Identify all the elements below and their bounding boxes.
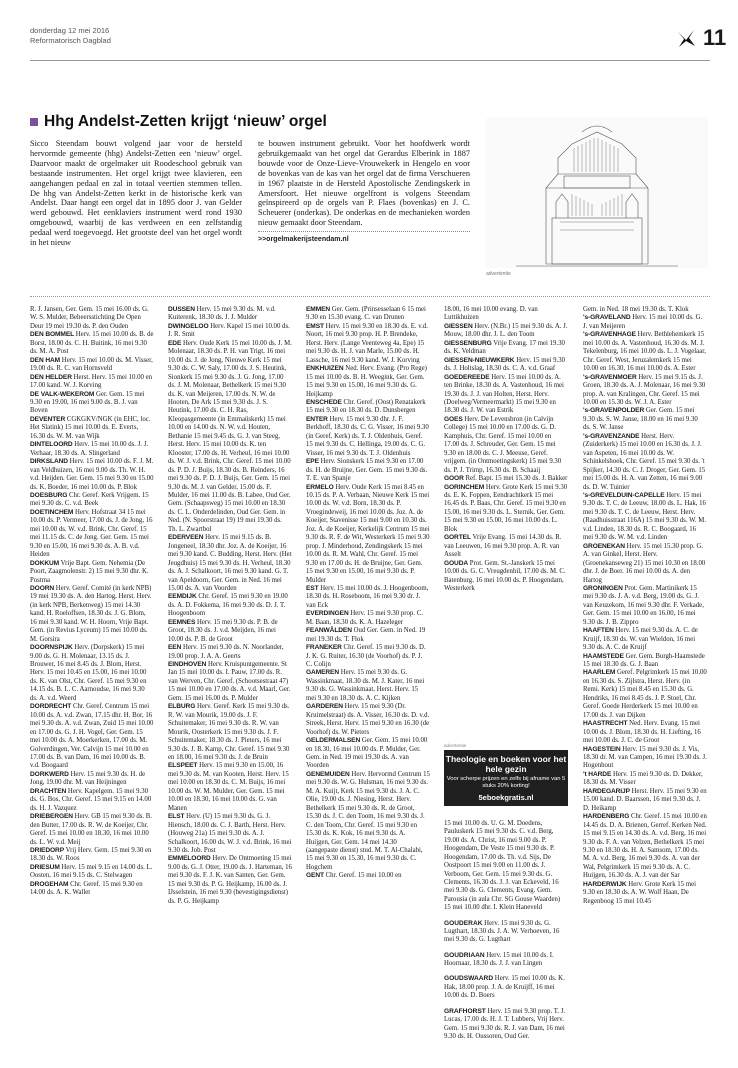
newspaper-name: Reformatorisch Dagblad <box>30 36 111 45</box>
service-details: Chr. Geref. 15 mei 10.00 en 14.45 ds. D. A. Brienen, Gerref. Kerken Ned. 15 mei 9.15 en 14.30 ds. A. v.d. Berg, 16 mei 9.30 ds. F. A. van Velzen, Bethelkerk 15 mei 9.30 en 18.30 ds. H. A. Samsom, 17.00 ds. M. A. v.d. Berg, 16 mei 9.30 ds. A. van der Wal, Pelgrimkerk 15 mei 9.30 ds. A. C. Huijgen, 16.30 ds. A. J. van der Sar <box>583 813 707 880</box>
service-details: Herv. (N.Br.) 15 mei 9.30 ds. A. J. Mouw, 18.00 dhr. J. L. den Toom <box>444 322 568 339</box>
town-name: HAASTRECHT <box>583 720 628 728</box>
church-listing-entry <box>306 365 430 399</box>
town-name: DOETINCHEM <box>30 508 74 516</box>
article-body-text: te bouwen instrument gebruikt. Voor het hoofdwerk wordt gebruikgemaakt van het orgel dat Gerardus Elberink in 1887 bouwde voor de Onze-Lieve-Vrouwekerk in Hengelo en voor de bovenkas van de kas van het orgel dat de firma Verschueren in 1967 plaatste in de Hersteld Apostolische Zendingskerk in Amersfoort. Het nieuwe orgelfront is volgens Steendam geïnspireerd op de orgels van P. Flaes (bovenkas) en J. C. Scheuerer (onderkas). De onderkas en de mechanieken worden nieuw gemaakt door Steendam. <box>258 139 470 228</box>
service-details: Herv. Grote Kerk 15 mei 9.30 en 18.30 ds. A. W. Wolf Haan, De Regenboog 15 mei 10.45 <box>583 880 696 905</box>
service-details: Vrije Evang. 15 mei 14.30 ds. R. van Leeuwen, 16 mei 9.30 prop. A. R. van Asselt <box>444 534 562 559</box>
church-listing-entry <box>30 813 154 847</box>
town-name: HARDERWIJK <box>583 880 627 888</box>
town-name: EMMEN <box>306 306 331 313</box>
church-listing-column-2 <box>168 306 292 906</box>
church-listing-entry <box>583 306 707 314</box>
town-name: GENT <box>306 872 324 880</box>
town-name: HAARLEM <box>583 669 616 677</box>
service-details: Herv. 15 mei 9.30 ds. N. Noorlander, 19.00 prop. J. A. A. Geerts <box>168 644 284 660</box>
town-name: ELBURG <box>168 703 196 711</box>
town-name: DRIESUM <box>30 863 60 871</box>
service-details: Chr. Geref. Kerk Vrijgem. 15 mei 9.30 ds. C. v.d. Beek <box>30 491 149 508</box>
town-name: GOEDEREEDE <box>444 373 490 381</box>
service-details: Herv. Bethlehemkerk 15 mei 10.00 ds. A. Vastenhoud, 16.30 ds. M. J. Tekelenburg, 16 mei 10.00 ds. L. J. Vogelaar, Chr. Geref. West, Jeruzalemkerk 15 mei 10.00 en 16.30, 16 mei 10.00 ds. A. Ester <box>583 331 706 373</box>
church-listing-entry <box>583 881 707 906</box>
church-listing-entry <box>306 484 430 585</box>
church-listing-entry <box>168 703 292 762</box>
town-name: EPE <box>306 458 319 466</box>
service-details: Chr. Geref. 15 mei 9.30 en 19.00 ds. A. D. Fokkema, 16 mei 9.30 ds. D. J. T. Hoogenboom <box>168 593 288 618</box>
service-details: Herv. Kapelgem. 15 mei 9.30 ds. G. Bos, Chr. Geref. 15 mei 9.15 en 14.00 ds. H. J. Vazquez <box>30 787 152 812</box>
service-details: Herv. 15 mei 10.00 ds. M. Visser, 19.00 ds. R. C. van Hornsveld <box>30 356 153 373</box>
service-details: Herv. Hofstraat 34 15 mei 10.00 ds. P. Vermeer, 17.00 ds. J. de Jong, 16 mei 10.00 ds. W. v.d. Brink, Chr. Geref. 15 mei 11.15 ds. C. de Jong. Ger. Gem. 15 mei 9.30 en 15.00, 16 mei 9.30 ds. A. B. v.d. Heiden <box>30 508 153 559</box>
church-listing-entry <box>583 771 707 788</box>
town-name: 's-GREVELDUIN-CAPELLE <box>583 491 665 499</box>
service-details: Ned. Herv. Evang. (Pro Rege) 15 mei 10.00 ds. B. H. Weegink, Ger. Gem. 15 mei 9.30 en 15.00, 16 mei 9.30 ds. G. Heijkamp <box>306 365 427 398</box>
service-details: Chr. Geref. 15 mei 9.30 en 14.00 ds. A. K. Wallet <box>30 880 143 897</box>
church-listing-entry <box>30 585 154 644</box>
service-details: Herv. Oude Kerk 15 mei 8.45 en 10.15 ds. P. A. Verbaan, Nieuwe Kerk 15 mei 10.00 ds. W. v.d. Born, 18.30 ds. P. Vroegindeweij, 16 mei 10.00 ds. Joz. A. de Koeijer, Stavenisse 15 mei 9.00 en 10.30 ds. Joz. A. de Koeijer, Kerkelijk Centrum 15 mei 9.30 ds. R. F. de Wit, Westerkerk 15 mei 9.30 prop. J. Minderhoud, Zendingskerk 15 mei 10.00 ds. R. M. Wahl, Chr. Geref. 15 mei 9.30 en 17.00 ds. H. de Bruijne, Ger. Gem. 15 mei 9.30 en 15.00, 16 mei 9.30 ds. P. Mulder <box>306 483 430 584</box>
town-name: DEN HAM <box>30 356 61 364</box>
church-listing-column-3 <box>306 306 430 881</box>
church-listing-entry <box>306 703 430 737</box>
service-details: Herv. 15 mei 9.30 prop. C. M. Baan, 18.30 ds. K. A. Hazeleger <box>306 610 423 626</box>
church-listing-entry <box>583 314 707 331</box>
church-listing-entry <box>444 534 568 559</box>
town-name: GAMEREN <box>306 669 340 677</box>
headline-marker-icon <box>30 118 38 126</box>
service-details: Prot. Gem. Martinikerk 15 mei 9.30 ds. J. A. v.d. Berg, 19.00 ds. G. J. van Keuzekom, 16 mei 9.30 dhr. F. Verkade, Ger. Gem. 15 mei 10.00 en 16.00, 16 mei 9.30 ds. J. B. Zippro <box>583 584 704 626</box>
church-listing-entry <box>583 433 707 492</box>
service-details: Oud Ger. Gem. in Ned. 19 mei 19.30 ds. T. Flok <box>306 627 426 643</box>
service-details: Ger. Gem. 15 mei 9.30 en 19.00, 16 mei 9.00 ds. B. J. van Boven <box>30 390 145 415</box>
town-name: DRIEDORP <box>30 847 65 854</box>
church-listing-column-1 <box>30 306 154 898</box>
town-name: DEVENTER <box>30 415 66 423</box>
church-listing-entry <box>444 975 568 1000</box>
church-listing-entry <box>583 669 707 720</box>
service-details: Geref. Pelgrimkerk 15 mei 10.00 en 16.30 ds. S. Zijlstra, Herst. Herv. (in Remi. Kerk) 15 mei 8.45 en 15.30 ds. G. Hendriks, 16 mei 8.45 ds. J. P. Stoel, Chr. Geref. Goede Herderkerk 15 mei 10.00 en 17.00 ds. J. van Dijken <box>583 669 707 719</box>
town-name: EMMELOORD <box>168 855 211 863</box>
church-listing-entry <box>583 407 707 432</box>
church-listing-entry <box>444 820 568 913</box>
service-details: Herv. GB 15 mei 9.30 ds. B. den Butter, 17.00 ds. R. W. de Koeijer, Chr. Geref. 15 mei 10.00 en 18.30, 16 mei 10.00 ds. L. W. v.d. Meij <box>30 813 153 846</box>
church-listing-entry <box>306 306 430 323</box>
town-name: GORTEL <box>444 534 471 542</box>
church-listing-entry <box>583 331 707 373</box>
service-details: Herv. 15 mei 15.30 prop. G. A. van Ginkel, Herst. Herv. (Groenekanseweg 21) 15 mei 10.30 en 18.00 dhr. J. de Boer. 16 mei 10.00 ds. A. den Hartog <box>583 542 706 584</box>
church-listing-entry <box>30 391 154 416</box>
church-listing-entry <box>168 323 292 340</box>
town-name: DWINGELOO <box>168 322 209 330</box>
town-name: 's-GRAVENHAGE <box>583 331 636 339</box>
town-name: ELST <box>168 813 185 821</box>
town-name: DORDRECHT <box>30 703 72 711</box>
church-listing-entry <box>30 847 154 864</box>
town-name: EMST <box>306 322 324 330</box>
town-name: GORINCHEM <box>444 483 485 491</box>
service-details: Herv. 15 mei 9.30 ds. H. de Jong, 19.00 dhr. M. van Heijningen <box>30 770 146 787</box>
section-divider <box>30 296 710 297</box>
church-listing-entry <box>306 737 430 771</box>
service-details: 18.00, 16 mei 10.00 evang. D. van Luttikhuizen <box>444 306 538 322</box>
church-listing-column-5 <box>583 306 707 906</box>
church-listing-entry <box>30 703 154 771</box>
service-details: Herv. (U) 15 mei 9.30 ds. G. J. Hiensch, 18.00 ds. C. J. Barth, Herst. Herv. (Houweg 21a) 15 mei 9.30 ds. A. J. Schalkoort, 16.00 ds. W. J. v.d. Brink, 16 mei 9.30 ds. Job. Post <box>168 813 292 854</box>
church-listing-entry <box>583 374 707 408</box>
service-details: Herv. 15 mei 9.30 ds. J. Holtslag, 18.30 ds. C. A. v.d. Graaf <box>444 356 566 373</box>
church-listing-entry <box>444 475 568 483</box>
town-name: EEMDIJK <box>168 593 197 601</box>
image-credit: advertentie <box>486 271 511 277</box>
service-details: Chr. Geref. 15 mei 9.30 ds. D. J. K. G. Ruiter, 16.30 (de Voorhof) ds. P. J. C. Colijn <box>306 644 426 669</box>
town-name: ELSPEET <box>168 762 198 770</box>
church-listing-entry <box>168 619 292 644</box>
service-details: Herv. De Ontmoeting 15 mei 9.00 ds. G. J. Otter, 19.00 ds. J. Harteman, 16 mei 9.30 ds. F. J. K. van Santen, Ger. Gem. 15 mei 9.30 ds. P. G. Heijkamp, 16.00 ds. J. IJsselstein, 16 mei 9.30 (bevestigingsdienst) ds. P. G. Heijkamp <box>168 855 292 905</box>
service-details: 15 mei 10.00 ds. U. G. M. Doedens, Pauluskerk 15 mei 9.30 ds. C. v.d. Berg, 19.00 ds. A. Christ, 16 mei 9.00 ds. P. Hoogendam, De Veste 15 mei 9.30 ds. P. Hoogendam, 17.00 ds. Th. v.d. Sijs, De Oostpoort 15 mei 9.00 en 11.00 ds. J. Verboom, Ger. Gem. 15 mei 9.30 ds. G. Clements, 16.30 ds. J. J. van Eckeveld, 16 mei 9.30 ds. G. Clements, Evang. Gem. Parousia (in aula Chr. SG Gouse Waarden) 15 mei 10.00 dhr. I. Klein Haneveld <box>444 819 561 912</box>
town-name: DOKKUM <box>30 559 60 567</box>
town-name: DOESBURG <box>30 491 68 499</box>
town-name: EDERVEEN <box>168 534 204 542</box>
church-listing-entry <box>168 340 292 534</box>
town-name: GIESSENBURG <box>444 339 492 347</box>
service-details: Herv. 15 mei 10.00 ds. J. Hoogenboom, 18.30 ds. H. Roseboom, 16 mei 9.30 dr. J. van Eck <box>306 584 429 609</box>
church-listing-entry <box>30 644 154 703</box>
service-details: Herv. (Dorpskerk) 15 mei 9.00 ds. G. H. Molenaar, 13.15 ds. J. Brouwer, 16 mei 8.45 ds. J. Blom, Herst. Herv. 15 mei 10.45 en 15.00, 16 mei 10.00 ds. K. van Olst, Chr. Geref. 15 mei 9.30 en 14.15 ds. B. L. C. Aarnoudse, 16 mei 9.30 ds. A. v.d. Weerd <box>30 644 147 702</box>
church-listing-entry <box>30 509 154 560</box>
service-details: R. J. Jansen, Ger. Gem. 15 mei 16.00 ds. G. W. S. Mulder, Beheersstichting De Open Deur 19 mei 19.30 ds. P. den Ouden <box>30 306 149 330</box>
town-name: GOUDSWAARD <box>444 975 494 983</box>
town-name: HARDEGARIJP <box>583 787 630 795</box>
service-details: Vrij Herv. Gem. 15 mei 9.30 en 18.30 ds. W. Roos <box>30 847 152 863</box>
town-name: ENKHUIZEN <box>306 365 344 373</box>
ad-subtitle: Voor scherpe prijzen en zelfs bij afname van 5 stuks 20% korting! <box>446 776 566 789</box>
town-name: GRAFHORST <box>444 1007 486 1015</box>
town-name: EINDHOVEN <box>168 661 207 669</box>
town-name: GOES <box>444 415 463 423</box>
town-name: GELDERMALSEN <box>306 737 361 745</box>
service-details: Herv. 15 mei 9.30 ds. G. Wassinkmaat, 18.30 ds. M. J. Kater, 16 mei 9.30 ds. G. Wassinkmaat, Herst. Herv. 15 mei 9.30 en 18.30 ds. A. C. Kijken <box>306 669 425 702</box>
town-name: EST <box>306 584 319 592</box>
church-listing-entry <box>306 771 430 872</box>
advertisement-label: advertentie <box>444 743 467 748</box>
service-details: Vrije Bapt. Gem. Nehemia (De Poort, Zaagmolenstr. 2) 15 mei 9.30 dhr. K. Postma <box>30 559 149 584</box>
church-listing-entry <box>30 864 154 881</box>
church-listing-entry <box>306 669 430 703</box>
service-details: Ger. Gem. 15 mei 9.30 ds. S. W. Janse, 18.00 en 16 mei 9.30 ds. S. W. Janse <box>583 407 698 432</box>
service-details: Ger. Gem. Burgh-Haamstede 15 mei 18.30 ds. G. J. Baan <box>583 652 705 669</box>
church-listing-entry <box>444 1008 568 1042</box>
church-listing-entry <box>30 416 154 441</box>
church-listing-entry <box>444 323 568 340</box>
organ-drawing-image <box>486 118 708 268</box>
page-header <box>30 25 727 60</box>
service-details: Chr. Geref. (Oost) Renatakerk 15 mei 9.30 en 18.30 ds. D. Dunsbergen <box>306 398 426 415</box>
town-name: GOUDERAK <box>444 919 483 927</box>
service-details: Ref. Bapt. 15 mei 15.30 ds. J. Bakker <box>465 475 568 483</box>
church-listing-entry <box>30 458 154 492</box>
town-name: GROENEKAN <box>583 542 625 550</box>
header-meta <box>30 26 111 46</box>
church-listing-entry <box>30 331 154 356</box>
church-listing-entry <box>583 746 707 771</box>
service-details: Herv. Oude Kerk 15 mei 10.00 ds. J. M. Molenaar, 18.30 ds. P. H. van Trigt, 16 mei 10.00 ds. J. de Jong, Nieuwe Kerk 15 mei 9.30 ds. C. W. Saly, 17.00 ds. J. S. Heutink, Sionkerk 15 mei 9.30 ds. J. G. Jong, 17.00 ds. J. M. Molenaar, Bethelkerk 15 mei 9.30 ds. K. van Meijeren, 17.00 ds. N. W. de Hooten, De Ark 15 mei 9.30 ds. J. S. Heutink, 17.00 ds. C. H. Ras, Kleopasgemeente (in Emmaüskerk) 15 mei 10.00 en 14.00 ds. N. W. v.d. Houten, Bethanie 15 mei 9.45 ds. G. J. van Steeg, Herst. Herv. 15 mei 10.00 ds. K. ten Klooster, 17.00 ds. H. Verheul, 16 mei 10.00 ds. W. J. v.d. Brink, Chr. Geref. 15 mei 10.00 ds. P. D. J. Buijs, 18.30 ds. B. Reinders, 16 mei 9.30 ds. P. D. J. Buijs, Ger. Gem. 15 mei 9.30 ds. M. J. van Gelder, 15.00 ds. F. Mulder, 16 mei 11.00 ds. B. Labee, Oud Ger. Gem. (Schaapsweg) 15 mei 10.00 en 18.30 ds. C. L. Onderdelinden, Oud Ger. Gem. in Ned. (N. Spoorstraat 19) 19 mei 19.30 ds. Th. L. Zwartbol <box>168 339 292 533</box>
town-name: 's-GRAVENZANDE <box>583 432 640 440</box>
article-body-column-2 <box>258 139 470 245</box>
town-name: GIESSEN <box>444 322 473 330</box>
town-name: ENSCHEDE <box>306 398 342 406</box>
town-name: DROGEHAM <box>30 880 69 888</box>
town-name: ERMELO <box>306 483 334 491</box>
service-details: Vrije Evang. 17 mei 19.30 ds. K. Veldman <box>444 339 565 356</box>
issue-date: donderdag 12 mei 2016 <box>30 26 110 35</box>
town-name: DIRKSLAND <box>30 458 68 466</box>
town-name: HAAMSTEDE <box>583 652 624 660</box>
article-website-link[interactable]: >>orgelmakerijsteendam.nl <box>258 231 470 245</box>
service-details: Herv. Geref. Comité (in kerk NPB) 19 mei 19.30 ds. A. den Hartog, Herst. Herv. (in kerk NPB, Berkenweg) 15 mei 14.30 kand. H. Roeloffsen, 18.30 ds. J. G. Blom, 16 mei 9.30 kand. W. H. Hoorn, Vrije Bapt. Gem. (in Revius Lyceum) 15 mei 10.00 ds. M. Gorsira <box>30 584 152 643</box>
service-details: Chr. Geref. 15 mei 10.00 en <box>325 872 402 880</box>
church-listing-entry <box>306 399 430 416</box>
service-details: Herv. 15 mei 9.15 ds. J. Groen, 18.30 ds. A. J. Molenaar, 16 mei 9.30 prop. A. van Kralingen, Chr. Geref. 15 mei 10.00 en 15.30 ds. W. J. A. Ester <box>583 373 706 406</box>
service-details: Herv. 15 mei 9.30 ds. T. C. de Leeuw, 18.00 ds. L. Hak, 16 mei 9.30 ds. T. C. de Leeuw, Herst. Herv. (Raadhuisstraat 116A) 15 mei 9.30 ds. W. M. v.d. Linden, 18.30 ds. R. C. Boogaard, 16 mei 9.30 ds. W. M. v.d. Linden <box>583 491 707 542</box>
town-name: EDE <box>168 339 182 347</box>
church-listing-entry <box>168 813 292 855</box>
church-listing-entry <box>583 585 707 627</box>
town-name: 't HARDE <box>583 770 612 778</box>
church-listing-entry <box>30 374 154 391</box>
ad-title: Theologie en boeken voor het hele gezin <box>445 754 567 774</box>
church-listing-entry <box>306 627 430 644</box>
header-divider <box>30 60 710 61</box>
town-name: EEN <box>168 644 182 652</box>
service-details: Herv. Kruispuntgemeente. St Jan 15 mei 10.00 ds. I. Pauw, 17.00 ds. R. van Werven, Chr. Geref. (Schootsestraat 47) 15 mei 10.00 en 17.00 ds. A. v.d. Maarl, Ger. Gem. 15 mei 16.00 ds. P. Mulder <box>168 661 291 702</box>
church-listing-entry <box>583 788 707 813</box>
town-name: HAGESTEIN <box>583 745 621 753</box>
page-number: 11 <box>703 25 727 50</box>
service-details: Herv. 15 mei 9.30 dhr. J. F. Berkhoff, 18.30 ds. C. G. Visser, 16 mei 9.30 (in Geref. Kerk) ds. T. J. Oldenhuis, Geref. 15 mei 9.30 ds. C. Hellinga, 19.00 ds. C. G. Visser, 16 mei 9.30 ds. T. J. Oldenhuis <box>306 415 429 457</box>
church-listing-column-4 <box>444 306 568 593</box>
town-name: HARDENBERG <box>583 813 630 821</box>
church-listing-entry <box>30 771 154 788</box>
town-name: DEN HELDER <box>30 373 72 381</box>
article-headline <box>30 112 470 132</box>
town-name: ENTER <box>306 415 328 423</box>
church-listing-entry <box>168 593 292 618</box>
church-listing-entry <box>306 323 430 365</box>
service-details: CGKGKV/NGK (in EHC, loc. Het Slatink) 15 mei 10.00 ds. E. Everts, 16.30 ds. W. M. van Wijk <box>30 415 151 440</box>
ad-url-link[interactable]: 5eboekgratis.nl <box>478 793 534 802</box>
town-name: FRANEKER <box>306 644 342 652</box>
church-listing-entry <box>30 788 154 813</box>
service-details: Ned. Herv. Evang. 15 mei 10.00 ds. J. Blom, 18.30 ds. H. Liefting, 16 mei 10.00 ds. J. C. de Groot <box>583 720 701 745</box>
service-details: Herv. 15 mei 9.30 ds. M. v.d. Kuiterenk, 18.30 ds. J. J. Mulder <box>168 306 276 322</box>
town-name: GRONINGEN <box>583 584 623 592</box>
service-details: Herv. 15 mei 9.30 ds. J. Vis, 18.30 dr. M. van Campen, 16 mei 19.30 ds. J. Hogenhout <box>583 745 707 770</box>
town-name: DRACHTEN <box>30 787 67 795</box>
town-name: DINTELOORD <box>30 441 73 449</box>
service-details: Herst. Herv. (Zuiderkerk) 15 mei 10.00 en 16.30 ds. J. J. van Aspeten, 16 mei 10.00 ds. W. Schinkelshoek, Chr. Geref. 15 mei 9.30 ds. 't Spijker, 14.30 ds. C. J. Droger, Ger. Gem. 15 mei 15.00 ds. H. A. van Zetten, 16 mei 9.00 ds. D. W. Tuinier <box>583 432 706 491</box>
service-details: Herv. Kapel 15 mei 10.00 ds. J. R. Smit <box>168 322 290 339</box>
church-listing-entry <box>306 610 430 627</box>
service-details: Prot. Gem. St.-Janskerk 15 mei 10.00 ds. G. C. Vreugdenhil, 17.00 ds. M. C. Batenburg, 16 mei 10.00 ds. P. Hoogendam, Westerkerk <box>444 559 566 592</box>
church-listing-entry <box>583 720 707 745</box>
service-details: Herv. 15 mei 10.00 ds. B. de Borst, 18.00 ds. C. H. Buitink, 16 mei 9.30 ds. M. A. Post <box>30 331 154 356</box>
church-listing-entry <box>30 306 154 331</box>
church-listing-entry <box>30 357 154 374</box>
service-details: Herv. 15 mei 9.30 ds. D. Dekker, 18.30 ds. M. Visser <box>583 770 703 787</box>
church-listing-entry <box>168 661 292 703</box>
church-listing-entry <box>168 534 292 593</box>
service-details: Herv. 15 mei 10.00 ds. G. J. van Meijeren <box>583 314 703 330</box>
church-listing-entry <box>444 952 568 969</box>
service-details: Herv. 15 mei 10.00 ds. K. Hak, 18.00 prop. J. A. de Kruijff, 16 mei 10.00 ds. D. Boers <box>444 975 565 1000</box>
church-listing-entry <box>306 416 430 458</box>
service-details: Herv. 15 mei 9.30 ds. A. C. de Kruijf, 18.30 ds. W. van Wieldon, 16 mei 9.30 ds. A. C. de Kruijf <box>583 627 698 652</box>
town-name: GENEMUIDEN <box>306 770 350 778</box>
service-details: Herst. Herv. 15 mei 9.30 en 15.00 kand. D. Baarssen, 16 mei 9.30 ds. J. D. Heikamp <box>583 787 707 812</box>
church-listing-entry <box>444 357 568 374</box>
service-details: Herv. 15 mei 10.00 ds. A. ten Brinke, 18.30 ds. A. Vastenhoud, 16 mei 19.30 ds. J. J. van Holten, Herst. Herv. (Doelweg/Vermeermarkt) 15 mei 9.30 en 18.30 ds. J. W. van Estrik <box>444 373 564 415</box>
service-details: Herv. Sionskerk 15 mei 9.30 en 17.00 ds. H. de Bruijne, Ger. Gem. 15 mei 9.30 ds. T. E. van Spanje <box>306 458 428 483</box>
church-listing-entry <box>583 627 707 652</box>
service-details: Ger. Gem. (Prinsesselaan 6 15 mei 9.30 en 15.30 evang. C. van Drunen <box>306 306 426 322</box>
church-listing-entry <box>306 872 430 880</box>
service-details: Herv. 15 mei 9.30 ds. P. B. de Groot, 18.30 ds. J. v.d. Meijden, 16 mei 10.00 ds. P. B. de Groot <box>168 618 278 643</box>
church-listing-entry <box>444 374 568 416</box>
service-details: Herv. 15 mei 9.30 (Dr. Kruimelstraat) ds. A. Visser, 16.30 ds. D. v.d. Streek, Herst. Herv. 15 mei 9.30 en 16.30 (de Voorhof) ds. W. Pieters <box>306 703 430 736</box>
town-name: GOOR <box>444 475 464 483</box>
service-details: Herv. De Levensbron (in Calvijn College) 15 mei 10.00 en 17.00 ds. G. D. Kamphuis, Chr. Geref. 15 mei 10.00 en 17.00 ds. J. Schreuder, Ger. Gem. 15 mei 9.30 en 18.00 ds. C. J. Meeuse, Geref. vrijgem. (in Ontmoetingskerk) 15 mei 9.30 ds. P. J. Trimp, 16.30 ds. B. Schaaij <box>444 415 562 474</box>
service-details: Herv. 15 mei 9.30 en 15.00, 16 mei 9.30 ds. M. van Kooten, Herst. Herv. 15 mei 10.00 en 18.30 ds. C. M. Buijs, 16 mei 10.00 ds. W. M. Mulder, Ger. Gem. 15 mei 10.00 en 18.30, 16 mei 10.00 ds. G. van Manen <box>168 762 289 812</box>
service-details: Herst. Herv. 15 mei 10.00 en 17.00 kand. W. J. Korving <box>30 373 153 390</box>
church-listing-entry <box>168 762 292 813</box>
town-name: DOORNSPIJK <box>30 644 73 652</box>
church-listing-entry <box>444 306 568 323</box>
organ-article <box>30 112 470 262</box>
church-listing-entry <box>444 340 568 357</box>
church-listing-entry <box>168 855 292 906</box>
town-name: DEN BOMMEL <box>30 331 75 339</box>
town-name: GOUDRIAAN <box>444 951 485 959</box>
church-listing-entry <box>306 585 430 610</box>
service-details: Chr. Geref. Centrum 15 mei 10.00 ds. A. v.d. Zwan, 17.15 dhr. H. Bor, 16 mei 9.30 ds. A. v.d. Zwan, Zuid 15 mei 10.00 en 17.00 ds. G. J. H. Vogel, Ger. Gem. 15 mei 10.00 ds. A. Moerkerken, 17.00 ds. M. Golverdingen, Ver. Calvijn 15 mei 10.00 en 17.00 ds. B. van Dam, 16 mei 10.00 ds. B. v.d. Boogaard <box>30 703 154 770</box>
service-details: Herv. 15 mei 9.30 ds. G. Lugthart, 18.30 ds. J. A. W. Verhoeven, 16 mei 9.30 ds. G. Lugthart <box>444 919 560 944</box>
town-name: DORKWERD <box>30 770 69 778</box>
church-listing-entry <box>306 644 430 669</box>
church-listing-entry <box>444 484 568 535</box>
town-name: GOUDA <box>444 559 469 567</box>
service-details: Herv. Hervormd Centrum 15 mei 9.30 ds. W. G. Hulsman, 16 mei 9.30 ds. M. A. Kuijt, Kerk 15 mei 9.30 ds. J. A. C. Olie, 19.00 ds. J. Niesing, Herst. Herv. Bethelkerk 15 mei 9.30 ds. R. de Groot, 15.30 ds. J. C. den Toom, 16 mei 9.30 ds. J. C. den Toom, Chr. Geref. 15 mei 9.30 en 15.30 ds. K. Kok, 16 mei 9.30 ds. A. Huijgen, Ger. Gem. 14 mei 14.30 (aangepaste dienst) stud. M. T. Al-Chalabi, 15 mei 9.30 en 15.30, 16 mei 9.30 ds. C. Hogchem <box>306 770 430 871</box>
church-listing-entry <box>30 881 154 898</box>
article-body-column-1: Sicco Steendam bouwt volgend jaar voor de hersteld hervormde gemeente (hhg) Andelst-Zetten een ‘nieuw’ orgel. Daarvoor maakt de orgelmaker uit Roodeschool gebruik van bestaande instrumenten. Het orgel krijgt twee klavieren, een aangehangen pedaal en zal in totaal veertien stemmen tellen. De hhg van Andelst-Zetten kerkt in de historische kerk van Andelst. Daar hangt een orgel dat in 1895 door J. van Gelder werd gebouwd. Het eenklaviers instrument werd rond 1930 omgebouwd, waarbij de kas verdween en een zelfstandig pedaal werd toegevoegd. Het grootste deel van het orgel wordt in het nieuw <box>30 139 242 248</box>
town-name: 's-GRAVENPOLDER <box>583 407 645 415</box>
service-details: Herv. 15 mei 9.30 en 18.30 ds. E. v.d. Noort, 16 mei 9.30 prop. H. P. Brendeke, Herst. Herv. (Lange Veenteweg 4a, Epe) 15 mei 9.30 ds. H. J. van Marle, 15.00 ds. H. Lassche, 16 mei 9.30 kand. W. J. Korving <box>306 322 429 364</box>
service-details: Herv. 15 mei 9.30 prop. T. J. Lucas, 17.00 ds. H. J. T. Lubbers, Vrij Herv. Gem. 15 mei 9.30 ds. R. J. van Dam, 16 mei 9.30 ds. H. Oussoren, Oud Ger. <box>444 1007 566 1040</box>
service-details: Ger. Gem. 15 mei 10.00 en 18.30, 16 mei 10.00 ds. P. Mulder, Ger. Gem. in Ned. 19 mei 19.30 ds. A. van Voorden <box>306 737 428 770</box>
service-details: Herv. Geref. Kerk 15 mei 9.30 ds. R. W. van Mourik, 19.00 ds. J. F. Schuitemaker, 16 mei 9.30 ds. R. W. van Mourik, Oosterkerk 15 mei 9.30 ds. J. F. Schuitemaker, 18.30 ds. J. Pieters, 16 mei 9.30 ds. J. B. Kamp, Chr. Geref. 15 mei 9.30 en 18.00, 16 mei 9.30 ds. J. de Bruin <box>168 703 290 762</box>
service-details: Herv. 15 mei 10.00 ds. J. J. Verhaar, 18.30 ds. A. Slingerland <box>30 441 149 457</box>
town-name: DOORN <box>30 584 55 592</box>
town-name: GARDEREN <box>306 703 343 711</box>
town-name: 's-GRAVENMOER <box>583 373 637 381</box>
church-listing-entry <box>168 306 292 323</box>
church-listing-entry <box>306 458 430 483</box>
church-listing-entry <box>583 492 707 543</box>
church-listing-entry <box>583 813 707 881</box>
church-listing-column-4-continued <box>444 813 568 1048</box>
town-name: EVERDINGEN <box>306 610 349 618</box>
church-listing-entry <box>444 920 568 945</box>
town-name: FEANWÂLDEN <box>306 627 352 635</box>
church-listing-entry <box>30 492 154 509</box>
church-listing-entry <box>444 416 568 475</box>
church-listing-entry <box>583 543 707 585</box>
article-title: Hhg Andelst-Zetten krijgt ‘nieuw’ orgel <box>44 113 327 130</box>
service-details: Herv. 15 mei 10.00 ds. F. J. M. van Veldhuizen, 16 mei 9.00 ds. Th. W. H. v.d. Heijden. Ger. Gem. 15 mei 9.30 en 15.00 ds. K. Boeder, 16 mei 10.00 ds. P. Blok <box>30 458 154 491</box>
church-listing-entry <box>583 653 707 670</box>
town-name: 's-GRAVELAND <box>583 314 631 322</box>
book-advertisement[interactable] <box>444 750 568 806</box>
town-name: DRIEBERGEN <box>30 813 73 821</box>
town-name: EEMNES <box>168 618 196 626</box>
church-listing-entry <box>444 560 568 594</box>
service-details: Herv. 15 mei 9.15 en 14.00 ds. L. Oosten, 16 mei 9.15 ds. C. Stelwagen <box>30 863 153 880</box>
service-details: Herv. Grote Kerk 15 mei 9.30 ds. E. K. Foppen, Eendrachtkerk 15 mei 16.45 ds. P. Baas, Chr. Geref. 15 mei 9.30 en 15.00, 16 mei 9.30 ds. L. Sternik, Ger. Gem. 15 mei 9.30 en 15.00, 16 mei 10.00 ds. L. Blok <box>444 483 568 533</box>
newspaper-logo-icon <box>676 28 696 48</box>
service-details: Herv. 15 mei 10.00 ds. I. Hoornaar, 18.30 ds. J. J. van Lingen <box>444 951 554 968</box>
service-details: Herv. 15 mei 9.15 ds. B. Jongeneel, 18.30 dhr. Joz. A. de Koeijer, 16 mei 9.30 kand. C. Budding, Herst. Herv. (Het Jeugdhuis) 15 mei 9.30 ds. H. Verheul, 18.30 ds. A. J. Schalkoort, 16 mei 9.30 kand. G. T. van Apeldoorn, Ger. Gem. in Ned. 16 mei 15.00 ds. A. van Voorden <box>168 534 292 592</box>
church-listing-entry <box>168 644 292 661</box>
town-name: GIESSEN-NIEUWKERK <box>444 356 515 364</box>
town-name: HAAFTEN <box>583 627 614 635</box>
church-listing-entry <box>30 560 154 585</box>
town-name: DE VALK-WEKEROM <box>30 390 95 398</box>
service-details: Gem. in Ned. 18 mei 19.30 ds. T. Klok <box>583 306 689 313</box>
town-name: DUSSEN <box>168 306 195 313</box>
church-listing-entry <box>30 441 154 458</box>
